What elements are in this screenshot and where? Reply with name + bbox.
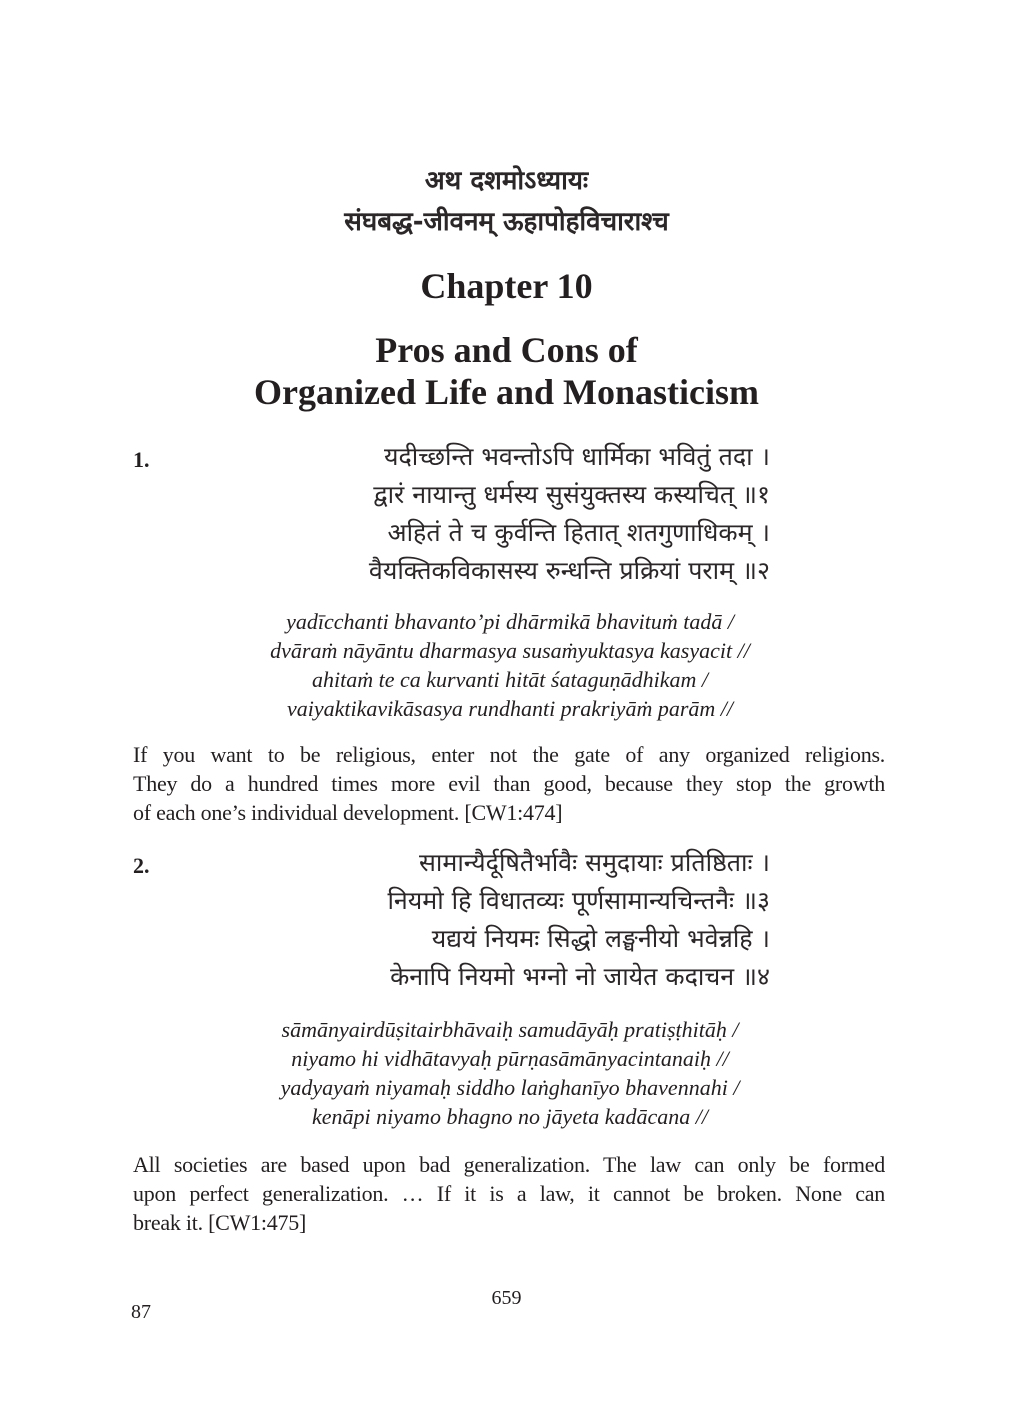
transliteration-line: sāmānyairdūṣitairbhāvaiḥ samudāyāḥ pratiṣṭhitāḥ /	[281, 1017, 739, 1042]
verse-devanagari	[250, 844, 770, 996]
chapter-title-line-1: Pros and Cons of	[375, 330, 638, 370]
devanagari-line: द्वारं नायान्तु धर्मस्य सुसंयुक्तस्य कस्यचित् ॥१	[373, 480, 770, 509]
chapter-number: Chapter 10	[420, 266, 593, 306]
devanagari-line: वैयक्तिकविकासस्य रुन्धन्ति प्रक्रियां पराम् ॥२	[368, 556, 770, 585]
verse-translation	[133, 740, 885, 827]
translation-line: If you want to be religious, enter not the gate of any organized religions.	[133, 742, 885, 767]
transliteration-line: yadyayaṁ niyamaḥ siddho laṅghanīyo bhavennahi /	[280, 1075, 740, 1100]
chapter-title-line-2: Organized Life and Monasticism	[254, 372, 759, 412]
verse-transliteration	[200, 1015, 820, 1131]
devanagari-line: नियमो हि विधातव्यः पूर्णसामान्यचिन्तनैः ॥३	[387, 886, 770, 915]
devanagari-line: सामान्यैर्दूषितैर्भावैः समुदायाः प्रतिष्ठिताः ।	[419, 848, 770, 877]
sanskrit-chapter-heading: अथ दशमोऽध्यायः	[424, 166, 589, 196]
translation-line: break it. [CW1:475]	[133, 1210, 307, 1235]
verse-translation	[133, 1150, 885, 1237]
transliteration-line: niyamo hi vidhātavyaḥ pūrṇasāmānyacintanaiḥ //	[291, 1046, 729, 1071]
devanagari-line: यदीच्छन्ति भवन्तोऽपि धार्मिका भवितुं तदा ।	[383, 442, 770, 471]
verse-number: 2.	[133, 853, 150, 878]
devanagari-line: यद्ययं नियमः सिद्धो लङ्घनीयो भवेन्नहि ।	[431, 924, 770, 953]
translation-line: All societies are based upon bad generalization. The law can only be formed	[133, 1152, 885, 1177]
translation-line: upon perfect generalization. … If it is a law, it cannot be broken. None can	[133, 1181, 885, 1206]
transliteration-line: dvāraṁ nāyāntu dharmasya susaṁyuktasya kasyacit //	[270, 638, 750, 663]
translation-line: They do a hundred times more evil than good, because they stop the growth	[133, 771, 885, 796]
left-folio-number: 87	[131, 1301, 151, 1323]
verse-devanagari	[250, 438, 770, 590]
devanagari-line: केनापि नियमो भग्नो नो जायेत कदाचन ॥४	[390, 962, 770, 991]
transliteration-line: kenāpi niyamo bhagno no jāyeta kadācana //	[312, 1104, 708, 1129]
verse-number: 1.	[133, 447, 150, 472]
page-number: 659	[491, 1287, 522, 1309]
transliteration-line: yadīcchanti bhavanto’pi dhārmikā bhavituṁ tadā /	[286, 609, 734, 634]
transliteration-line: ahitaṁ te ca kurvanti hitāt śataguṇādhikam /	[312, 667, 708, 692]
transliteration-line: vaiyaktikavikāsasya rundhanti prakriyāṁ parām //	[286, 696, 734, 721]
translation-line: of each one’s individual development. [CW1:474]	[133, 800, 563, 825]
devanagari-line: अहितं ते च कुर्वन्ति हितात् शतगुणाधिकम् ।	[387, 518, 770, 547]
verse-transliteration	[200, 607, 820, 723]
sanskrit-chapter-subtitle: संघबद्ध-जीवनम् ऊहापोहविचाराश्च	[344, 207, 669, 237]
